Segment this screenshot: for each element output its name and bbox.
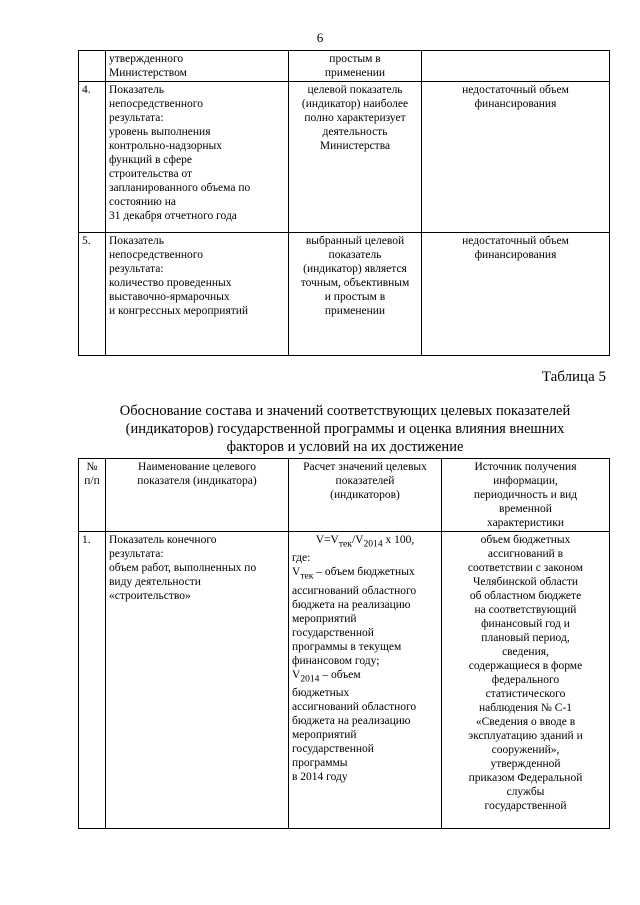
heading-line: (индикаторов) государственной программы и оценка влияния внешних [125,421,565,437]
factors-cell [422,51,610,82]
text-line: п/п [84,475,100,487]
table-row [79,532,610,829]
text-line: характеристики [486,517,565,529]
text-line: простым в [329,53,381,65]
text-line: выбранный целевой [305,235,405,247]
text-line: Источник получения [474,461,577,473]
text-line: результата: [109,112,164,124]
text-line: утвержденной [490,758,561,770]
text-line: объем работ, выполненных по [109,562,257,574]
text-line: Показатель конечного [109,534,217,546]
text-line: Показатель [109,84,165,96]
table-row [79,233,610,356]
text-line: применении [324,305,386,317]
criterion-cell [289,233,422,356]
indicator-name-cell [106,532,289,829]
text-line: деятельность [322,126,388,138]
text-line: $V_{2014}$ – объем [292,668,361,684]
text-line: эксплуатацию зданий и [468,730,583,742]
text-line: целевой показатель [307,84,403,96]
text-line: финансирования [474,249,557,261]
text-line: выставочно-ярмарочных [109,291,230,303]
heading-line: Обоснование состава и значений соответствующих целевых показателей [119,403,571,419]
text-line: информации, [493,475,558,487]
text-line: Министерства [319,140,391,152]
text-line: финансовый год и [481,618,570,630]
indicator-justification-table [78,458,610,829]
row-number-cell: 5. [79,233,106,356]
text-line: «Сведения о вводе в [475,716,576,728]
text-line: Показатель [109,235,165,247]
calculation-cell [289,532,442,829]
header-source [442,459,610,532]
text-line: бюджетных [292,686,350,699]
text-line: строительства от [109,168,193,180]
text-line: сведения, [502,646,549,658]
text-line: мероприятий [292,728,357,741]
text-line: Министерством [109,67,187,79]
text-line: федерального [491,674,560,686]
source-cell [442,532,610,829]
text-line: финансовом году; [292,654,380,667]
text-line: периодичность и вид [473,489,578,501]
text-line: недостаточный объем [462,84,569,96]
header-number [79,459,106,532]
row-number-cell: 4. [79,82,106,233]
text-line: результата: [109,263,164,275]
text-line: государственной [292,626,374,639]
text-line: об областном бюджете [469,590,582,602]
text-line: виду деятельности [109,576,201,588]
text-line: временной [499,503,552,515]
text-line: программы в текущем [292,640,402,653]
text-line: объем бюджетных [480,534,571,546]
text-line: «строительство» [109,590,191,602]
text-line: состоянию на [109,196,176,208]
text-line: ассигнований в [487,548,564,560]
text-line: непосредственного [109,98,203,110]
text-line: на соответствующий [474,604,577,616]
text-line: полно характеризует [304,112,406,124]
text-line: № [86,461,98,473]
text-line: результата: [109,548,164,560]
text-line: в 2014 году [292,770,348,783]
text-line: Челябинской области [472,576,579,588]
section-heading [90,402,600,456]
text-line: 31 декабря отчетного года [109,210,237,222]
text-line: и простым в [324,291,386,303]
text-line: (индикатор) является [303,263,407,275]
page-number: 6 [316,30,324,45]
text-line: приказом Федеральной [468,772,583,784]
text-line: показатель [328,249,382,261]
text-line: бюджета на реализацию [292,714,411,727]
text-line: (индикаторов) [330,489,400,501]
text-line: запланированного объема по [109,182,251,194]
row-number-cell [79,51,106,82]
indicator-name-cell [106,82,289,233]
text-line: уровень выполнения [109,126,211,138]
text-line: финансирования [474,98,557,110]
header-calculation [289,459,442,532]
text-line: утвержденного [109,53,184,65]
text-line: Расчет значений целевых [303,461,427,473]
header-indicator-name [106,459,289,532]
text-line: функций в сфере [109,154,192,166]
text-line: и конгрессных мероприятий [109,305,249,317]
text-line: плановый период, [481,632,570,644]
criterion-cell [289,51,422,82]
text-line: статистического [485,688,566,700]
heading-line: факторов и условий на их достижение [226,439,464,455]
text-line: показателей [335,475,395,487]
text-line: государственной [484,800,567,812]
table-header-row [79,459,610,532]
text-line: показателя (индикатора) [137,475,257,487]
text-line: количество проведенных [109,277,232,289]
text-line: бюджета на реализацию [292,598,411,611]
text-line: где: [292,552,311,565]
indicator-name-cell [106,233,289,356]
continued-indicator-table [78,50,610,356]
text-line: применении [324,67,386,79]
text-line: мероприятий [292,612,357,625]
text-line: точным, объективным [300,277,410,289]
text-line: соответствии с законом [467,562,584,574]
criterion-cell [289,82,422,233]
text-line: сооружений», [491,744,560,756]
text-line: ассигнований областного [292,700,417,713]
text-line: $V_{тек}$ – объем бюджетных [292,566,415,582]
table-row [79,51,610,82]
text-line: недостаточный объем [462,235,569,247]
table-row [79,82,610,233]
text-line: государственной [292,742,374,755]
text-line: непосредственного [109,249,203,261]
table-label: Таблица 5 [541,369,606,385]
factors-cell [422,233,610,356]
factors-cell [422,82,610,233]
formula: $V=V_{тек}/V_{2014}$ х 100, [315,534,415,550]
text-line: Наименование целевого [138,461,256,473]
text-line: программы [292,756,348,769]
text-line: содержащиеся в форме [468,660,583,672]
text-line: службы [506,786,545,798]
text-line: наблюдения № С-1 [478,702,573,714]
text-line: (индикатор) наиболее [301,98,409,110]
text-line: ассигнований областного [292,584,417,597]
indicator-name-cell [106,51,289,82]
row-number-cell: 1. [79,532,106,829]
text-line: контрольно-надзорных [109,140,222,152]
